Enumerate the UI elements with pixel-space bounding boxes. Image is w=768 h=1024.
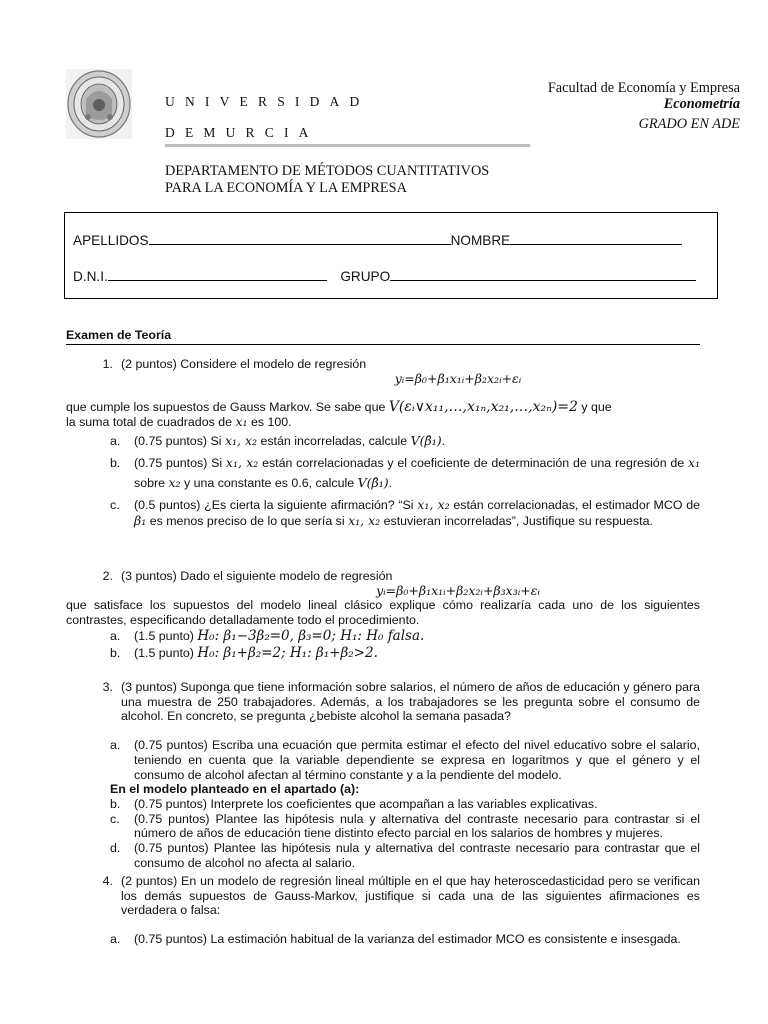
surname-field[interactable] bbox=[73, 232, 682, 248]
subheading: En el modelo planteado en el apartado (a): bbox=[110, 782, 360, 797]
item-1c bbox=[110, 497, 700, 529]
item-text: . bbox=[388, 475, 393, 490]
math-variable: x₁ bbox=[687, 454, 700, 470]
math-variance: V(β̂₁) bbox=[357, 474, 389, 490]
subject-name: Econometría bbox=[663, 96, 740, 112]
item-text: están incorreladas, calcule bbox=[260, 433, 408, 448]
question-body: que satisface los supuestos del modelo lineal clásico explique cómo realizaría cada uno de los siguientes contrastes, especificando detalladamente todo el procedimiento. bbox=[66, 598, 700, 628]
dni-label: D.N.I. bbox=[73, 269, 108, 284]
item-text: (0.75 puntos) Si bbox=[134, 455, 223, 470]
item-text: (0.75 puntos) Si bbox=[134, 433, 222, 448]
exam-title-rule bbox=[66, 344, 700, 345]
question-4 bbox=[66, 874, 700, 947]
question-intro: (2 puntos) Considere el modelo de regresión bbox=[121, 357, 367, 371]
question-1 bbox=[66, 357, 700, 529]
regression-equation: yᵢ=β₀+β₁x₁ᵢ+β₂x₂ᵢ+εᵢ bbox=[394, 370, 522, 386]
item-label: a. bbox=[110, 738, 121, 753]
math-variable: β₁ bbox=[134, 512, 147, 528]
degree-name: GRADO EN ADE bbox=[638, 116, 740, 132]
item-label: a. bbox=[110, 433, 121, 448]
item-label: c. bbox=[110, 497, 120, 512]
name-label: NOMBRE bbox=[450, 233, 511, 248]
group-blank[interactable] bbox=[390, 268, 696, 281]
exam-title: Examen de Teoría bbox=[66, 328, 172, 342]
question-number: 1. bbox=[102, 357, 113, 371]
item-1b bbox=[110, 453, 700, 493]
body-text: es 100. bbox=[250, 415, 292, 430]
item-3a bbox=[110, 738, 700, 782]
variance-expression: V(εᵢ∨x₁₁,…,x₁ₙ,x₂₁,…,x₂ₙ)=2 bbox=[388, 399, 578, 416]
faculty-name: Facultad de Economía y Empresa bbox=[547, 80, 740, 96]
item-2b bbox=[110, 645, 700, 662]
item-3d bbox=[110, 841, 700, 870]
math-variable: x₁ bbox=[235, 414, 248, 430]
header-divider bbox=[165, 144, 530, 147]
regression-equation: yᵢ=β₀+β₁x₁ᵢ+β₂x₂ᵢ+β₃x₃ᵢ+εᵢ bbox=[376, 582, 540, 598]
math-variables: x₁, x₂ bbox=[417, 496, 450, 512]
item-text: están correlacionadas y el coeficiente de determinación de una regresión de bbox=[262, 455, 685, 470]
dni-field[interactable] bbox=[73, 268, 696, 284]
item-text: (0.75 puntos) La estimación habitual de la varianza del estimador MCO es consistente e insesgada. bbox=[134, 932, 681, 947]
item-text: (0.75 puntos) Interprete los coeficientes que acompañan a las variables explicativas. bbox=[134, 796, 598, 811]
item-3c bbox=[110, 812, 700, 841]
item-4a bbox=[110, 932, 700, 947]
math-variables: x₁, x₂ bbox=[225, 454, 259, 470]
math-variables: x₁, x₂ bbox=[348, 512, 381, 528]
question-body bbox=[66, 400, 700, 429]
item-text: es menos preciso de lo que sería si bbox=[149, 513, 345, 528]
question-3 bbox=[66, 680, 700, 870]
dni-blank[interactable] bbox=[108, 268, 327, 281]
student-info-box bbox=[64, 212, 718, 299]
university-seal bbox=[66, 69, 132, 139]
body-text: que cumple los supuestos de Gauss Markov. Se sabe que bbox=[66, 400, 386, 415]
item-3b bbox=[110, 797, 700, 812]
body-text: y que bbox=[581, 400, 612, 415]
item-text: (0.75 puntos) Plantee las hipótesis nula y alternativa del contraste necesario para contrastar si el número de años de educación tiene distinto efecto parcial en los salarios de hombres y mujeres. bbox=[134, 811, 700, 841]
item-label: a. bbox=[110, 628, 121, 643]
surname-label: APELLIDOS bbox=[73, 233, 149, 248]
item-label: c. bbox=[110, 811, 120, 826]
item-text: (1.5 punto) bbox=[134, 628, 194, 643]
question-intro: (3 puntos) Suponga que tiene información sobre salarios, el número de años de educación y género para una muestra de 250 trabajadores. Además, a los trabajadores se les pregunta sobre el consumo de alcohol. En concreto, se pregunta ¿bebiste alcohol la semana pasada? bbox=[121, 680, 700, 724]
hypothesis-expression: H₀: β₁+β₂=2; H₁: β₁+β₂>2. bbox=[197, 644, 378, 661]
university-name-line1: UNIVERSIDAD bbox=[165, 94, 370, 109]
body-text: la suma total de cuadrados de bbox=[66, 415, 233, 430]
item-1a bbox=[110, 434, 700, 449]
group-label: GRUPO bbox=[340, 269, 391, 284]
math-variables: x₁, x₂ bbox=[224, 432, 258, 448]
question-2 bbox=[66, 569, 700, 662]
item-label: b. bbox=[110, 645, 121, 660]
item-text: están correlacionadas, el estimador MCO de bbox=[453, 497, 700, 512]
item-text: sobre bbox=[134, 475, 165, 490]
question-intro: (3 puntos) Dado el siguiente modelo de regresión bbox=[121, 569, 393, 583]
item-2a bbox=[110, 628, 700, 645]
question-number: 3. bbox=[102, 680, 113, 694]
question-number: 4. bbox=[102, 874, 113, 888]
item-text: (0.75 puntos) Plantee las hipótesis nula y alternativa del contraste necesario para contrastar que el consumo de alcohol no afecta al salario. bbox=[134, 841, 700, 870]
department-line1: DEPARTAMENTO DE MÉTODOS CUANTITATIVOS bbox=[165, 163, 490, 179]
hypothesis-expression: H₀: β₁−3β₂=0, β₃=0; H₁: H₀ falsa. bbox=[197, 627, 425, 644]
item-text: estuvieran incorreladas”, Justifique su respuesta. bbox=[383, 513, 653, 528]
name-blank[interactable] bbox=[510, 232, 682, 245]
math-variance: V(β̂₁) bbox=[410, 432, 442, 448]
surname-blank[interactable] bbox=[149, 232, 451, 245]
item-text: (0.75 puntos) Escriba una ecuación que permita estimar el efecto del nivel educativo sobre el salario, teniendo en cuenta que la variable dependiente se expresa en logaritmos y que el género y el consumo de alcohol afectan al término constante y a la pendiente del modelo. bbox=[134, 738, 700, 782]
item-label: a. bbox=[110, 932, 121, 947]
department-line2: PARA LA ECONOMÍA Y LA EMPRESA bbox=[165, 180, 407, 196]
university-name-line2: DEMURCIA bbox=[165, 125, 319, 140]
item-text: (0.5 puntos) ¿Es cierta la siguiente afirmación? “Si bbox=[134, 497, 414, 512]
item-text: . bbox=[441, 433, 446, 448]
math-variable: x₂ bbox=[168, 474, 181, 490]
item-text: y una constante es 0.6, calcule bbox=[183, 475, 355, 490]
question-intro: (2 puntos) En un modelo de regresión lineal múltiple en el que hay heteroscedasticidad pero se verifican los demás supuestos de Gauss-Markov, justifique si cada una de las siguientes afirmaciones es verdadera o falsa: bbox=[121, 874, 700, 918]
item-text: (1.5 punto) bbox=[134, 645, 194, 660]
item-label: d. bbox=[110, 841, 121, 856]
item-label: b. bbox=[110, 455, 121, 470]
item-label: b. bbox=[110, 796, 121, 811]
question-number: 2. bbox=[102, 569, 113, 583]
